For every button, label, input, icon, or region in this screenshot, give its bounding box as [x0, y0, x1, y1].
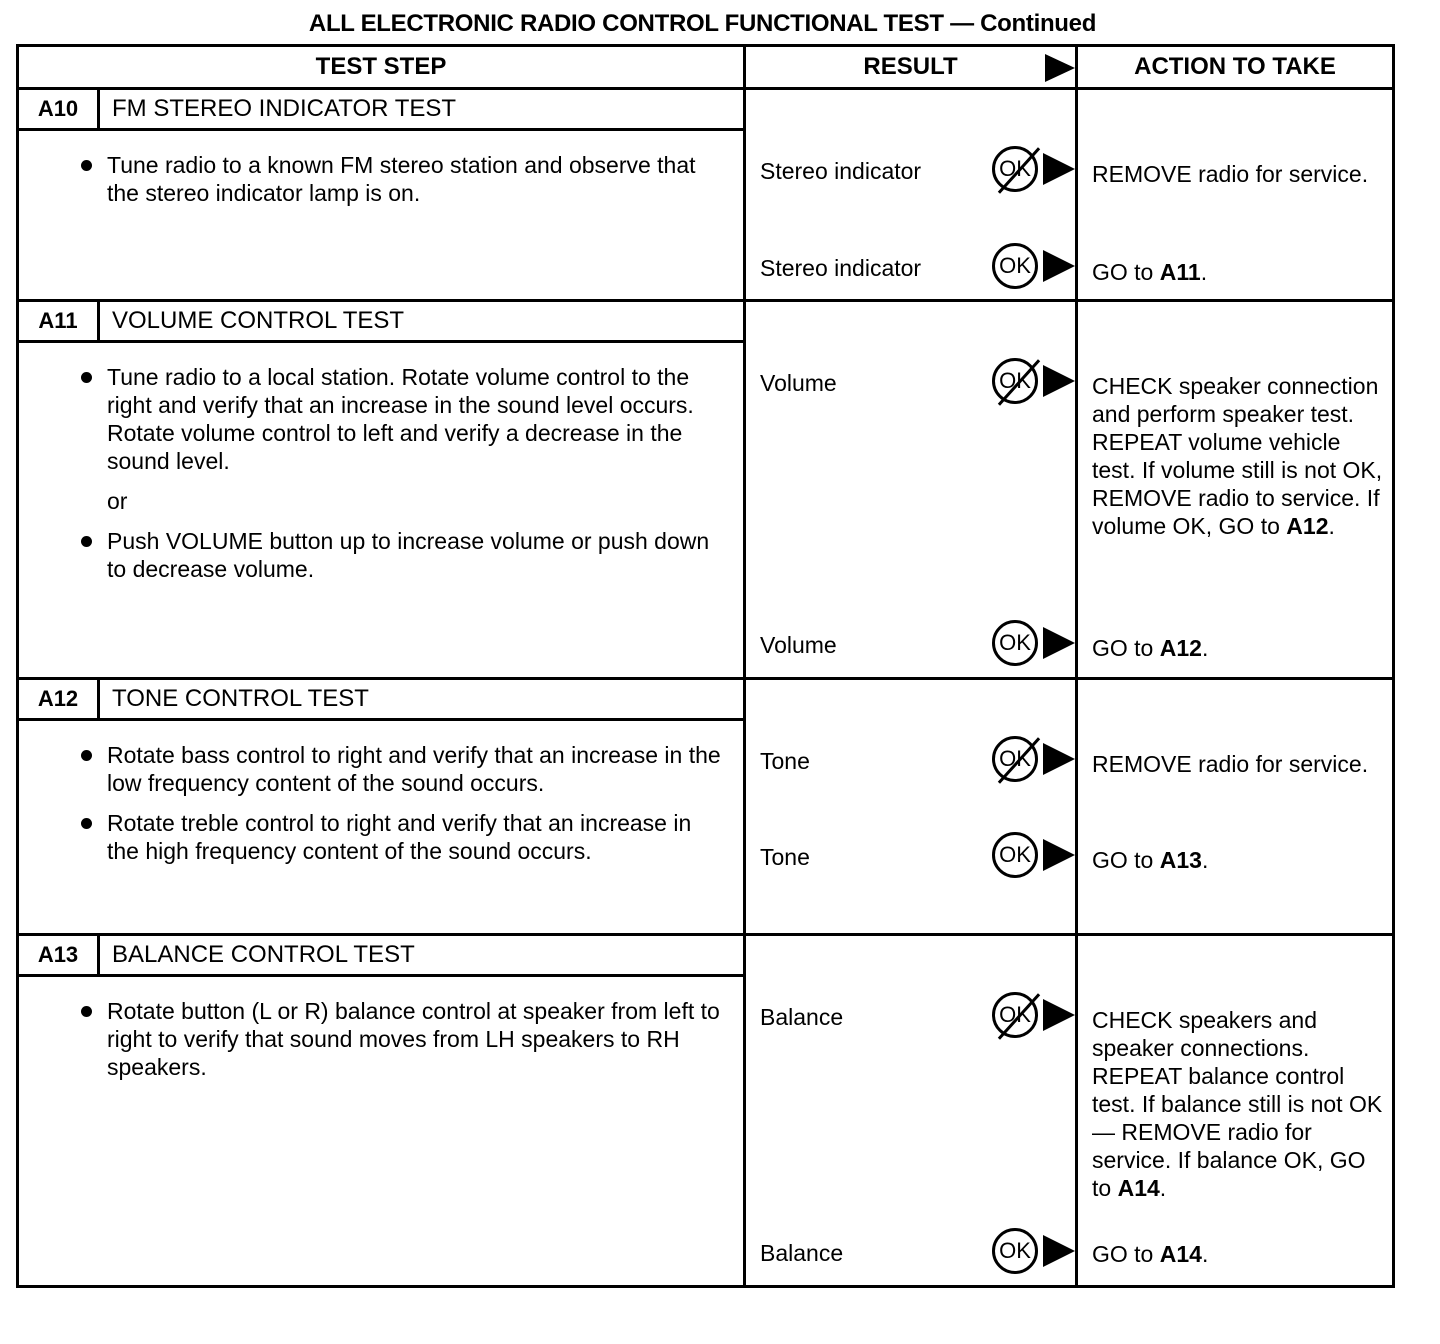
arrow-right-icon: [1043, 743, 1075, 775]
step-id: A13: [19, 936, 100, 974]
step-id: A11: [19, 302, 100, 340]
step-row-a12: [18, 679, 1394, 935]
result-item: [760, 832, 1075, 884]
step-link: A11: [1159, 259, 1201, 285]
step-link: A14: [1159, 1241, 1202, 1267]
step-link: A12: [1159, 635, 1202, 661]
step-row-a10: [18, 89, 1394, 301]
step-link: A13: [1159, 847, 1202, 873]
arrow-right-icon: [1043, 250, 1075, 282]
result-label: Stereo indicator: [760, 255, 922, 281]
title-suffix: — Continued: [943, 10, 1097, 37]
step-title: BALANCE CONTROL TEST: [112, 941, 415, 968]
action-text: GO to A12.: [1092, 635, 1209, 661]
result-label: Tone: [760, 844, 810, 870]
page-title: [0, 10, 1405, 38]
step-instructions: [19, 131, 743, 229]
result-label: Balance: [760, 1240, 844, 1266]
not-ok-icon: OK: [992, 358, 1038, 404]
step-header: [19, 302, 743, 343]
step-link: A14: [1117, 1175, 1160, 1201]
or-separator: or: [107, 488, 128, 514]
arrow-right-icon: [1043, 1235, 1075, 1267]
result-cell: [745, 679, 1077, 935]
action-text: REMOVE radio for service.: [1092, 161, 1369, 187]
step-title: VOLUME CONTROL TEST: [112, 307, 405, 334]
result-header-label: RESULT: [863, 53, 958, 80]
action-cell: [1077, 679, 1394, 935]
test-step-header: TEST STEP: [18, 46, 745, 89]
step-instructions: [19, 343, 743, 605]
step-cell: [18, 679, 745, 935]
result-item: [760, 146, 1075, 198]
action-text: GO to A13.: [1092, 847, 1209, 873]
arrow-right-icon: [1045, 54, 1075, 82]
result-label: Volume: [760, 632, 837, 658]
step-row-a13: [18, 935, 1394, 1287]
ok-icon: OK: [992, 832, 1038, 878]
test-table: [16, 44, 1395, 1288]
action-header: ACTION TO TAKE: [1077, 46, 1394, 89]
arrow-right-icon: [1043, 153, 1075, 185]
step-link: A12: [1286, 513, 1329, 539]
step-cell: [18, 301, 745, 679]
action-text: GO to A14.: [1092, 1241, 1209, 1267]
result-label: Stereo indicator: [760, 158, 922, 184]
title-text: ALL ELECTRONIC RADIO CONTROL FUNCTIONAL TEST: [308, 10, 944, 37]
step-cell: [18, 89, 745, 301]
step-id: A10: [19, 90, 100, 128]
instruction-item: Tune radio to a local station. Rotate volume control to the right and verify that an increase in the sound level occurs. Rotate volume control to left and verify a decrease in the sound level.: [107, 363, 723, 475]
not-ok-icon: OK: [992, 736, 1038, 782]
step-title: FM STEREO INDICATOR TEST: [112, 95, 457, 122]
result-item: [760, 736, 1075, 788]
action-cell: [1077, 89, 1394, 301]
result-header: [745, 46, 1077, 89]
step-instructions: [19, 977, 743, 1103]
ok-icon: OK: [992, 620, 1038, 666]
instruction-item: Push VOLUME button up to increase volume or push down to decrease volume.: [107, 527, 723, 583]
instruction-item: Rotate treble control to right and verify that an increase in the high frequency content of the sound occurs.: [107, 809, 723, 865]
instruction-item: Rotate button (L or R) balance control at speaker from left to right to verify that sound moves from LH speakers to RH speakers.: [107, 997, 723, 1081]
result-cell: [745, 935, 1077, 1287]
result-item: [760, 620, 1075, 672]
step-cell: [18, 935, 745, 1287]
result-item: [760, 243, 1075, 295]
result-label: Balance: [760, 1004, 844, 1030]
instruction-item: Rotate bass control to right and verify that an increase in the low frequency content of the sound occurs.: [107, 741, 723, 797]
step-title: TONE CONTROL TEST: [112, 685, 369, 712]
action-cell: [1077, 301, 1394, 679]
result-cell: [745, 301, 1077, 679]
result-item: [760, 1228, 1075, 1280]
arrow-right-icon: [1043, 999, 1075, 1031]
action-text: REMOVE radio for service.: [1092, 751, 1369, 777]
step-row-a11: [18, 301, 1394, 679]
not-ok-icon: OK: [992, 992, 1038, 1038]
action-text: CHECK speakers and speaker connections. REPEAT balance control test. If balance still is not OK — REMOVE radio for service. If balance OK, GO to A14.: [1092, 1007, 1383, 1201]
result-item: [760, 358, 1075, 410]
step-header: [19, 936, 743, 977]
instruction-item: Tune radio to a known FM stereo station and observe that the stereo indicator lamp is on.: [107, 151, 723, 207]
header-row: [18, 46, 1394, 89]
result-label: Volume: [760, 370, 837, 396]
ok-icon: OK: [992, 243, 1038, 289]
result-cell: [745, 89, 1077, 301]
arrow-right-icon: [1043, 839, 1075, 871]
step-header: [19, 90, 743, 131]
arrow-right-icon: [1043, 627, 1075, 659]
result-item: [760, 992, 1075, 1044]
ok-icon: OK: [992, 1228, 1038, 1274]
arrow-right-icon: [1043, 365, 1075, 397]
step-header: [19, 680, 743, 721]
action-text: CHECK speaker connection and perform speaker test. REPEAT volume vehicle test. If volume still is not OK, REMOVE radio to service. If volume OK, GO to A12.: [1092, 373, 1383, 539]
not-ok-icon: OK: [992, 146, 1038, 192]
step-instructions: [19, 721, 743, 887]
step-id: A12: [19, 680, 100, 718]
action-text: GO to A11.: [1092, 259, 1208, 285]
result-label: Tone: [760, 748, 810, 774]
action-cell: [1077, 935, 1394, 1287]
